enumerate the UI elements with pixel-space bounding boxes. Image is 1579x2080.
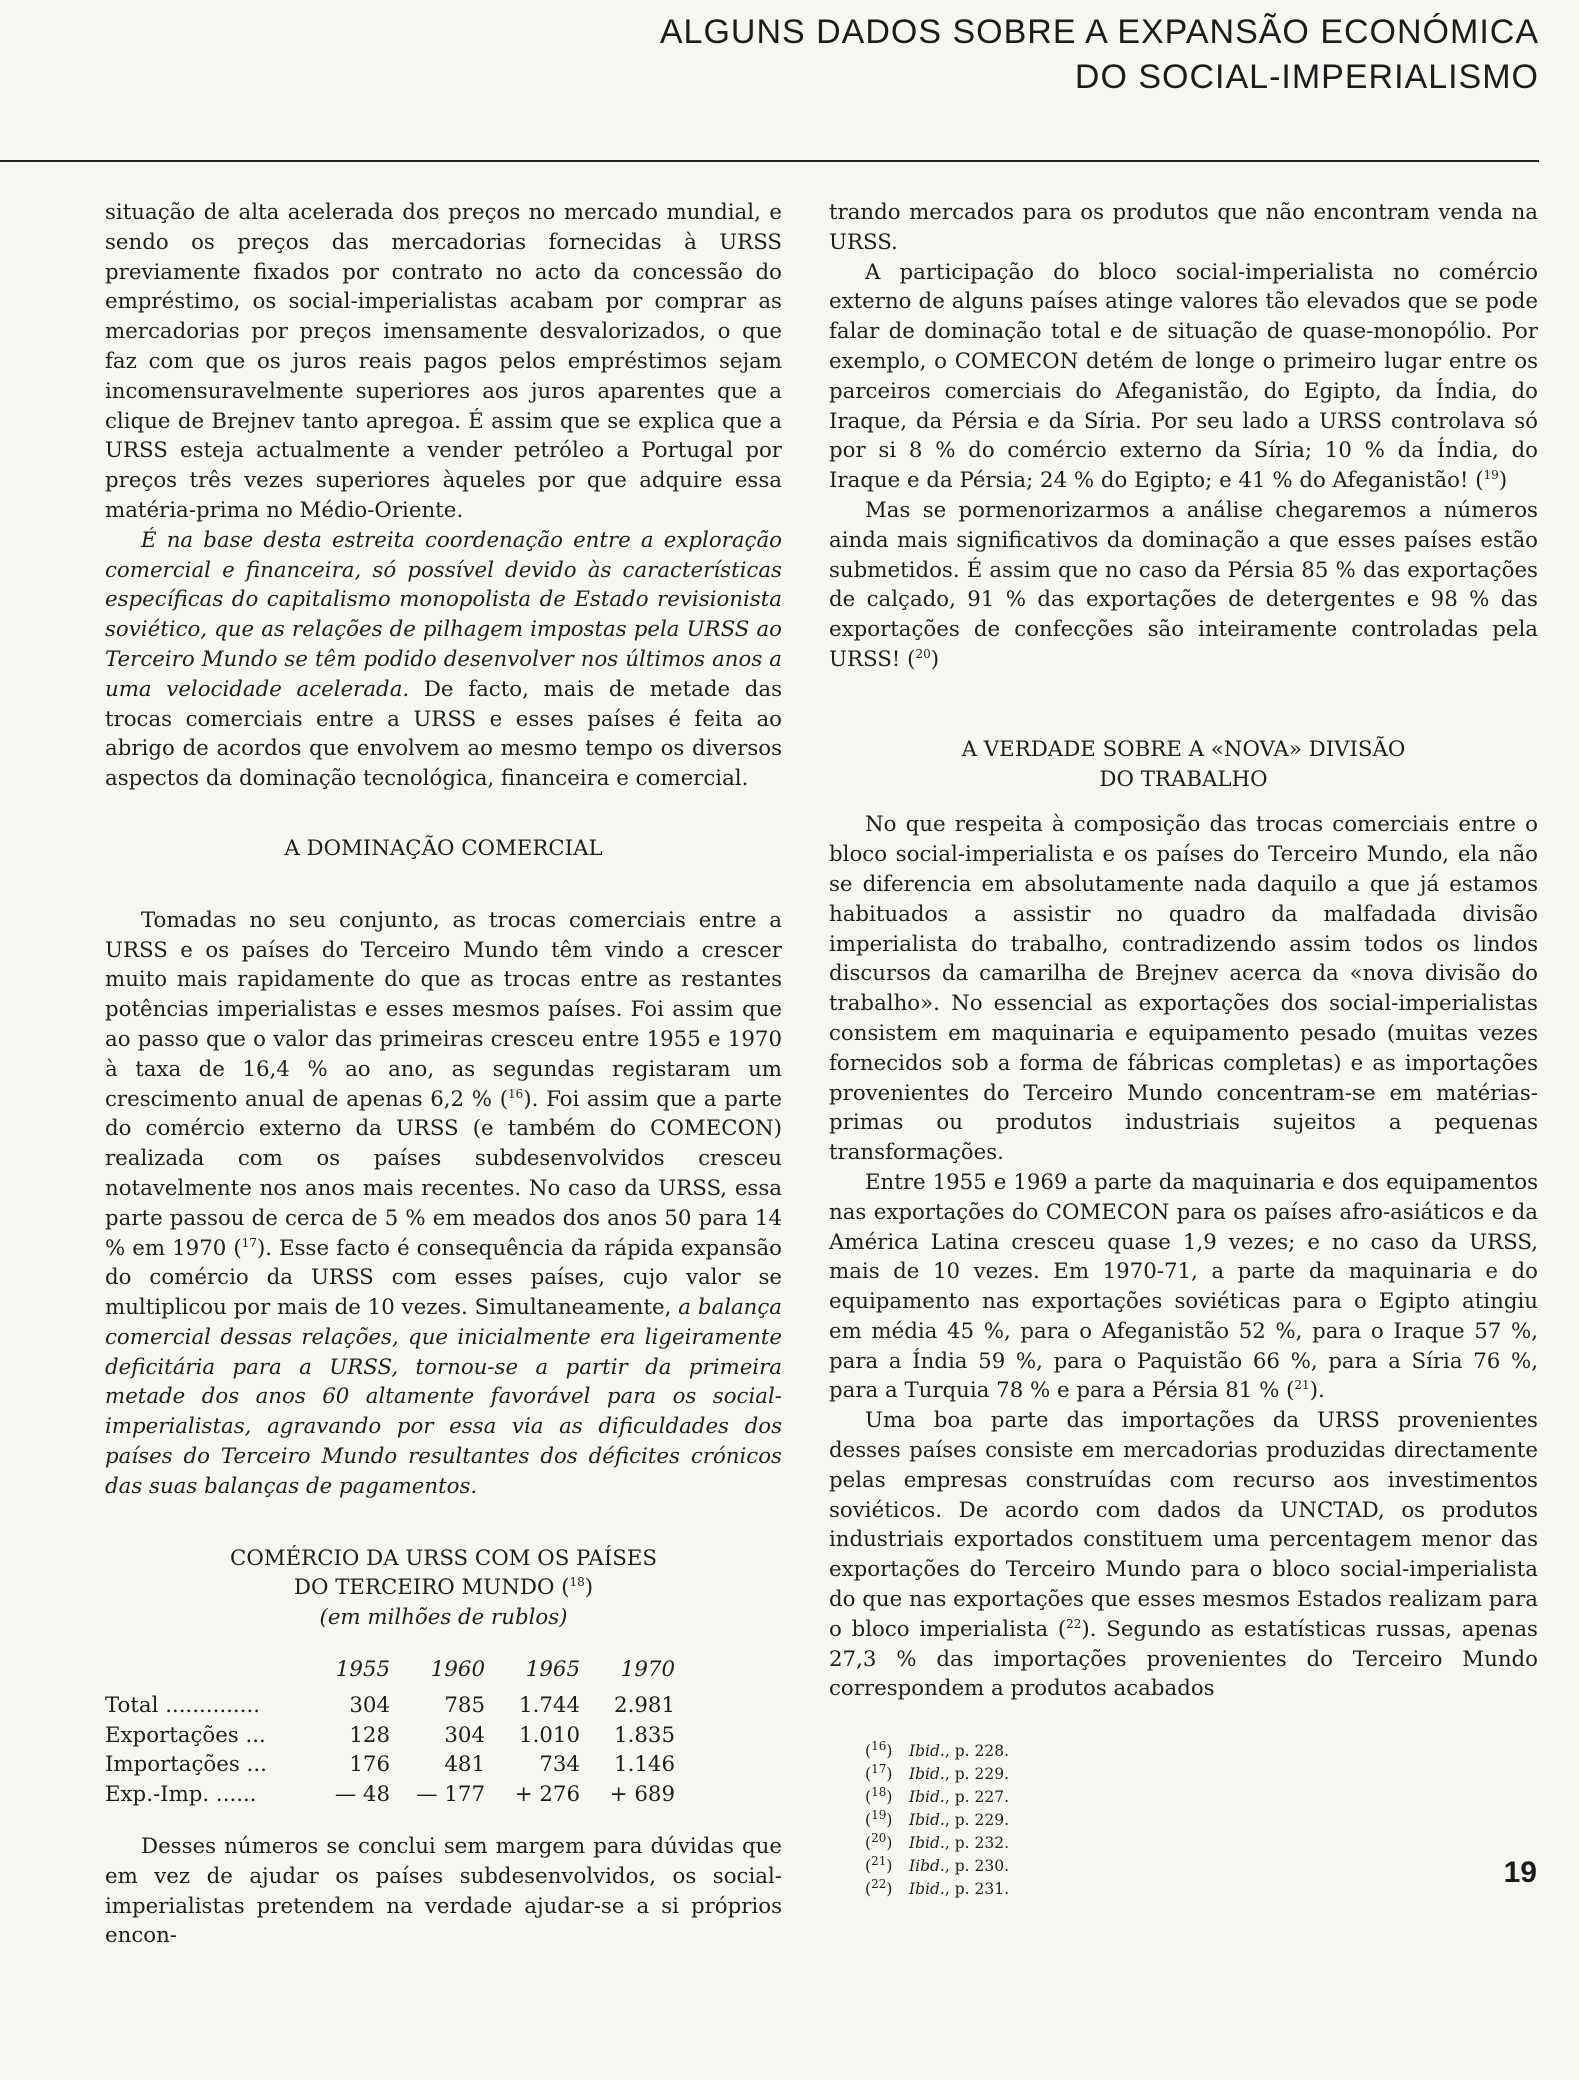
table-unit: (em milhões de rublos) xyxy=(319,1605,568,1631)
table-cell: + 276 xyxy=(514,1782,580,1808)
footnote-ref: 19 xyxy=(1483,468,1499,483)
column-header: 1955 xyxy=(335,1657,390,1683)
footnote: ($^{19}$) Ibid., p. 229. xyxy=(865,1808,1010,1830)
table-row xyxy=(105,1721,675,1751)
running-header-line-2: DO SOCIAL-IMPERIALISMO xyxy=(1074,58,1539,96)
paragraph: É na base desta estreita coordenação entre a exploração comercial e financeira, só possível devido às características específicas do capitalismo monopolista de Estado revisionista soviético, que as relações de pilhagem impostas pela URSS ao Terceiro Mundo se têm podido desenvolver nos últimos anos a uma velocidade acelerada. De facto, mais de metade das trocas comerciais entre a URSS e esses países é feita ao abrigo de acordos que envolvem ao mesmo tempo os diversos aspectos da dominação tecnológica, financeira e comercial. xyxy=(105,527,783,792)
left-column xyxy=(105,198,782,1951)
page-number: 19 xyxy=(1503,1856,1537,1889)
footnote: ($^{22}$) Ibid., p. 231. xyxy=(865,1877,1010,1899)
table-cell: 128 xyxy=(349,1722,390,1748)
table-cell: 1.744 xyxy=(519,1692,580,1718)
paragraph: Desses números se conclui sem margem para dúvidas que em vez de ajudar os países subdesenvolvidos, os social-imperialistas pretendem na verdade ajudar-se a si próprios encon- xyxy=(105,1834,782,1949)
table-cell: 1.146 xyxy=(614,1752,675,1778)
paragraph: Uma boa parte das importações da URSS provenientes desses países consiste em mercadorias produzidas directamente pelas empresas construídas com recurso aos investimentos soviéticos. De acordo com dados da UNCTAD, os produtos industriais exportados constituem uma percentagem menor das exportações do Terceiro Mundo para o bloco social-imperialista do que nas exportações que esses mesmos Estados realizam para o bloco imperialista ($^{22}$). Segundo as estatísticas russas, apenas 27,3 % das importações provenientes do Terceiro Mundo correspondem a produtos acabados xyxy=(829,1408,1538,1702)
table-row xyxy=(105,1691,675,1721)
table-cell: 176 xyxy=(349,1752,390,1778)
footnote-ref: 21 xyxy=(1294,1378,1310,1393)
section-heading: A DOMINAÇÃO COMERCIAL xyxy=(284,835,603,861)
paragraph: Entre 1955 e 1969 a parte da maquinaria e dos equipamentos nas exportações do COMECON para os países afro-asiáticos e da América Latina cresceu quase 1,9 vezes; e no caso da URSS, mais de 10 vezes. Em 1970-71, a parte da maquinaria e do equipamento nas exportações soviéticas para o Egipto atingiu em média 45 %, para o Afeganistão 52 %, para o Iraque 57 %, para a Índia 59 %, para o Paquistão 66 %, para a Síria 76 %, para a Turquia 78 % e para a Pérsia 81 % ($^{21}$). xyxy=(829,1169,1538,1404)
row-label: Exp.-Imp. ...... xyxy=(105,1782,257,1808)
paragraph: A participação do bloco social-imperialista no comércio externo de alguns países atinge valores tão elevados que se pode falar de dominação total e de situação de quase-monopólio. Por exemplo, o COMECON detém de longe o primeiro lugar entre os parceiros comerciais do Afeganistão, do Egipto, da Índia, do Iraque, da Pérsia e da Síria. Por seu lado a URSS controlava só por si 8 % do comércio externo da Síria; 10 % da Índia, do Iraque e da Pérsia; 24 % do Egipto; e 41 % do Afeganistão! ($^{19}$) xyxy=(829,259,1538,494)
table-header-row xyxy=(105,1655,675,1691)
table-cell: + 689 xyxy=(609,1782,675,1808)
footnote-ref: 22 xyxy=(1066,1616,1082,1631)
footnote-ref: 18 xyxy=(569,1575,585,1590)
footnote: ($^{20}$) Ibid., p. 232. xyxy=(865,1831,1010,1853)
paragraph: trando mercados para os produtos que não encontram venda na URSS. xyxy=(829,200,1538,255)
running-header xyxy=(660,10,1539,100)
column-header xyxy=(105,1655,295,1691)
footnote-ref: 20 xyxy=(915,646,931,661)
table-title: DO TERCEIRO MUNDO ($^{18}$) xyxy=(293,1575,594,1601)
footnote: ($^{18}$) Ibid., p. 227. xyxy=(865,1785,1010,1807)
column-header: 1970 xyxy=(620,1657,675,1683)
table-title: COMÉRCIO DA URSS COM OS PAÍSES xyxy=(230,1545,657,1571)
paragraph: Mas se pormenorizarmos a análise chegaremos a números ainda mais significativos da dominação a que esses países estão submetidos. É assim que no caso da Pérsia 85 % das exportações de calçado, 91 % das exportações de detergentes e 98 % das exportações de confecções são inteiramente controladas pela URSS! ($^{20}$) xyxy=(829,497,1538,672)
row-label: Importações ... xyxy=(105,1752,267,1778)
footnote: ($^{16}$) Ibid., p. 228. xyxy=(865,1739,1010,1761)
table-cell: 2.981 xyxy=(614,1692,675,1718)
column-header: 1960 xyxy=(430,1657,485,1683)
table-cell: 1.835 xyxy=(614,1722,675,1748)
footnote-ref: 16 xyxy=(508,1086,524,1101)
table-cell: 481 xyxy=(444,1752,485,1778)
paragraph: Tomadas no seu conjunto, as trocas comerciais entre a URSS e os países do Terceiro Mundo têm vindo a crescer muito mais rapidamente do que as trocas entre as restantes potências imperialistas e esses mesmos países. Foi assim que ao passo que o valor das primeiras cresceu entre 1955 e 1970 à taxa de 16,4 % ao ano, as segundas registaram um crescimento anual de apenas 6,2 % ($^{16}$). Foi assim que a parte do comércio externo da URSS (e também do COMECON) realizada com os países subdesenvolvidos cresceu notavelmente nos anos mais recentes. No caso da URSS, essa parte passou de cerca de 5 % em meados dos anos 50 para 14 % em 1970 ($^{17}$). Esse facto é consequência da rápida expansão do comércio da URSS com esses países, cujo valor se multiplicou por mais de 10 vezes. Simultaneamente, a balança comercial dessas relações, que inicialmente era ligeiramente deficitária para a URSS, tornou-se a partir da primeira metade dos anos 60 altamente favorável para os social-imperialistas, agravando por essa via as dificuldades dos países do Terceiro Mundo resultantes dos déficites crónicos das suas balanças de pagamentos. xyxy=(105,907,782,1499)
table-cell: — 177 xyxy=(416,1782,485,1808)
paragraph: No que respeita à composição das trocas comerciais entre o bloco social-imperialista e os países do Terceiro Mundo, ela não se diferencia em absolutamente nada daquilo a que já estamos habituados a assistir no quadro da malfadada divisão imperialista do trabalho, contradizendo assim todos os lindos discursos da camarilha de Brejnev acerca da «nova divisão do trabalho». No essencial as exportações dos social-imperialistas consistem em maquinaria e equipamento pesado (muitas vezes fornecidos sob a forma de fábricas completas) e as importações provenientes do Terceiro Mundo concentram-se em matérias-primas ou produtos industriais sujeitos a pequenas transformações. xyxy=(829,812,1538,1166)
footnote-ref: 17 xyxy=(241,1235,257,1250)
table-cell: 734 xyxy=(539,1752,580,1778)
section-heading: A VERDADE SOBRE A «NOVA» DIVISÃO DO TRABALHO xyxy=(961,736,1406,792)
footnotes xyxy=(829,1740,1538,1901)
trade-table-block xyxy=(105,1544,782,1810)
table-cell: 304 xyxy=(444,1722,485,1748)
italic-emphasis: a balança comercial dessas relações, que inicialmente era ligeiramente deficitária para a URSS, tornou-se a partir da primeira metade dos anos 60 altamente favorável para os social-imperialistas, agravando por essa via as dificuldades dos países do Terceiro Mundo resultantes dos déficites crónicos das suas balanças de pagamentos. xyxy=(105,1295,782,1499)
row-label: Exportações ... xyxy=(105,1722,266,1748)
right-column xyxy=(829,198,1538,1901)
footnote: ($^{17}$) Ibid., p. 229. xyxy=(865,1762,1010,1784)
italic-emphasis: É na base desta estreita coordenação entre a exploração comercial e financeira, só possível devido às características específicas do capitalismo monopolista de Estado revisionista soviético, que as relações de pilhagem impostas pela URSS ao Terceiro Mundo se têm podido desenvolver nos últimos anos a uma velocidade acelerada. xyxy=(105,527,782,702)
table-row xyxy=(105,1750,675,1780)
table-cell: 785 xyxy=(444,1692,485,1718)
table-cell: 304 xyxy=(349,1692,390,1718)
table-cell: 1.010 xyxy=(519,1722,580,1748)
table-row xyxy=(105,1780,675,1810)
row-label: Total .............. xyxy=(105,1692,260,1718)
column-header: 1965 xyxy=(525,1657,580,1683)
header-rule xyxy=(0,160,1539,162)
running-header-line-1: ALGUNS DADOS SOBRE A EXPANSÃO ECONÓMICA xyxy=(659,13,1539,51)
table-cell: — 48 xyxy=(334,1782,390,1808)
paragraph: situação de alta acelerada dos preços no mercado mundial, e sendo os preços das mercadorias fornecidas à URSS previamente fixados por contrato no acto da concessão do empréstimo, os social-imperialistas acabam por comprar as mercadorias por preços imensamente desvalorizados, o que faz com que os juros reais pagos pelos empréstimos sejam incomensuravelmente superiores aos juros aparentes que a clique de Brejnev tanto apregoa. É assim que se explica que a URSS esteja actualmente a vender petróleo a Portugal por preços três vezes superiores àqueles por que adquire essa matéria-prima no Médio-Oriente. xyxy=(105,200,782,523)
trade-table xyxy=(105,1655,675,1810)
footnote: ($^{21}$) Iibd., p. 230. xyxy=(865,1854,1010,1876)
